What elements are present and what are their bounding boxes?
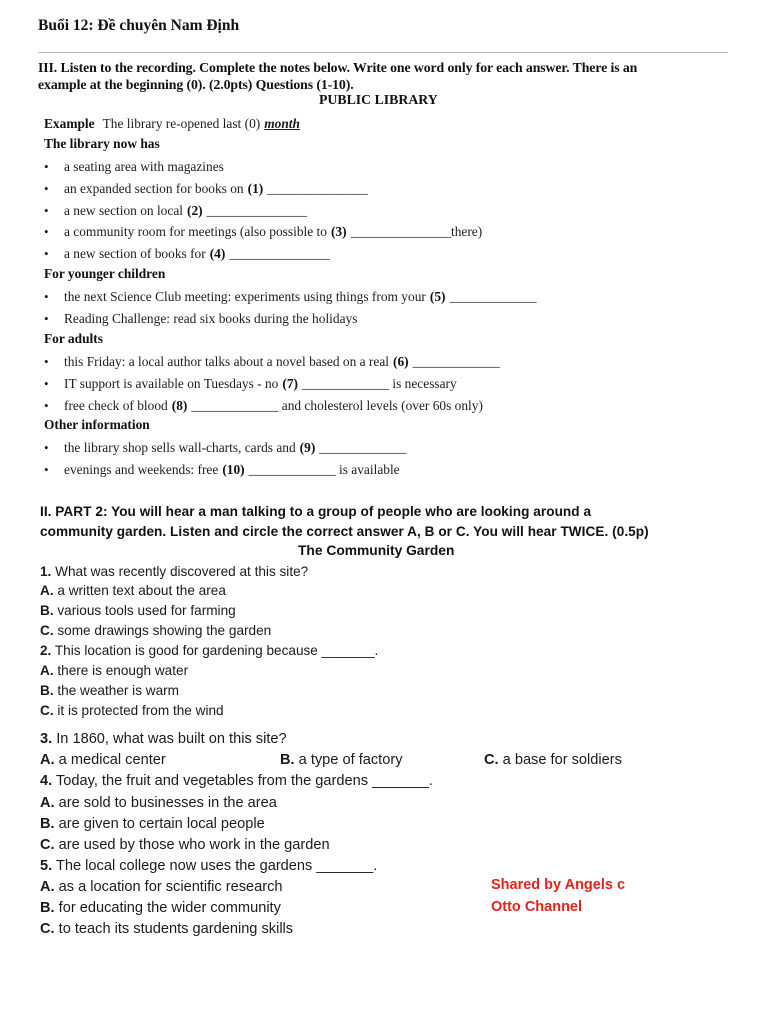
option-letter: A. (40, 663, 54, 678)
answer-blank: _____________ is available (248, 462, 400, 477)
question-5-option-a[interactable] (40, 879, 283, 895)
other-information-item (44, 439, 406, 457)
option-text: the weather is warm (57, 683, 180, 698)
question-5 (40, 858, 377, 874)
bullet-icon: • (44, 181, 49, 196)
question-number: 1. (40, 564, 52, 579)
option-text: some drawings showing the garden (57, 623, 272, 638)
section-head-younger-children: For younger children (44, 266, 166, 281)
library-now-item-text: a community room for meetings (also possible to (64, 224, 327, 239)
question-text: This location is good for gardening because _______. (54, 643, 379, 658)
answer-blank: _____________ and cholesterol levels (over 60s only) (191, 398, 483, 413)
adults-item-text: free check of blood (64, 398, 168, 413)
question-4 (40, 773, 433, 789)
option-letter: B. (40, 900, 55, 916)
option-text: as a location for scientific research (58, 879, 283, 895)
example-row (44, 115, 300, 133)
question-number: (5) (429, 289, 446, 304)
watermark-line2: Otto Channel (491, 899, 583, 915)
adults-item (44, 375, 457, 393)
question-1-option-c[interactable] (40, 623, 271, 638)
option-letter: C. (40, 921, 55, 937)
question-2-option-c[interactable] (40, 703, 224, 718)
example-text: The library re-opened last (0) (102, 116, 261, 131)
answer-blank: _______________ (229, 246, 330, 261)
section-head-adults: For adults (44, 331, 103, 346)
adults-item (44, 353, 500, 371)
bullet-icon: • (44, 289, 49, 304)
example-label: Example (44, 116, 95, 131)
younger-children-item-text: the next Science Club meeting: experiments using things from your (64, 289, 426, 304)
question-5-option-c[interactable] (40, 921, 293, 937)
option-text: various tools used for farming (57, 603, 236, 618)
question-1-option-a[interactable] (40, 583, 226, 598)
other-information-item-text: evenings and weekends: free (64, 462, 219, 477)
option-letter: C. (40, 837, 55, 853)
library-now-item-text: a new section of books for (64, 246, 206, 261)
option-text: there is enough water (57, 663, 189, 678)
younger-children-item-text: Reading Challenge: read six books during the holidays (64, 311, 358, 326)
bullet-icon: • (44, 440, 49, 455)
question-number: (8) (171, 398, 188, 413)
answer-blank: _______________ (267, 181, 368, 196)
part2-instruction-line2: community garden. Listen and circle the correct answer A, B or C. You will hear TWICE. (0.5p) (40, 524, 649, 539)
question-number: (4) (209, 246, 226, 261)
bullet-icon: • (44, 311, 49, 326)
question-3 (40, 731, 287, 747)
adults-item (44, 397, 483, 415)
bullet-icon: • (44, 354, 49, 369)
option-letter: A. (40, 879, 55, 895)
option-text: a written text about the area (57, 583, 226, 598)
question-2 (40, 643, 378, 658)
part3-heading: PUBLIC LIBRARY (319, 92, 438, 107)
library-now-item-text: an expanded section for books on (64, 181, 244, 196)
question-number: (2) (187, 203, 203, 218)
question-number: 5. (40, 858, 53, 874)
adults-item-text: this Friday: a local author talks about a novel based on a real (64, 354, 389, 369)
question-number: 3. (40, 731, 53, 747)
answer-blank: _____________ (319, 440, 407, 455)
option-letter: B. (280, 752, 295, 768)
question-5-option-b[interactable] (40, 900, 281, 916)
question-text: Today, the fruit and vegetables from the gardens _______. (55, 773, 433, 789)
question-3-option-b[interactable] (280, 752, 403, 768)
answer-blank: _____________ is necessary (302, 376, 457, 391)
option-letter: B. (40, 683, 54, 698)
question-text: In 1860, what was built on this site? (56, 731, 287, 747)
question-3-option-c[interactable] (484, 752, 622, 768)
question-number: (3) (330, 224, 347, 239)
question-number: 2. (40, 643, 52, 658)
option-text: for educating the wider community (58, 900, 281, 916)
answer-blank: _____________ (449, 289, 537, 304)
other-information-item (44, 461, 400, 479)
option-letter: B. (40, 816, 55, 832)
question-4-option-c[interactable] (40, 837, 330, 853)
bullet-icon: • (44, 224, 49, 239)
option-text: are used by those who work in the garden (58, 837, 330, 853)
bullet-icon: • (44, 246, 49, 261)
library-now-item (44, 245, 330, 263)
question-2-option-b[interactable] (40, 683, 179, 698)
page-title: Buổi 12: Đề chuyên Nam Định (38, 17, 240, 34)
question-number: 4. (40, 773, 53, 789)
option-letter: A. (40, 583, 54, 598)
bullet-icon: • (44, 376, 49, 391)
watermark-line1: Shared by Angels c (491, 877, 626, 893)
option-letter: B. (40, 603, 54, 618)
option-text: a medical center (58, 752, 166, 768)
question-4-option-a[interactable] (40, 795, 277, 811)
question-text: What was recently discovered at this site? (55, 564, 309, 579)
option-letter: A. (40, 752, 55, 768)
question-number: (6) (393, 354, 409, 369)
question-2-option-a[interactable] (40, 663, 188, 678)
library-now-item (44, 202, 307, 220)
question-number: (1) (247, 181, 264, 196)
bullet-icon: • (44, 159, 49, 174)
option-letter: C. (40, 703, 54, 718)
part3-instruction-line2: example at the beginning (0). (2.0pts) Questions (1-10). (38, 77, 354, 92)
question-3-option-a[interactable] (40, 752, 166, 768)
section-head-other-information: Other information (44, 417, 150, 432)
question-number: (7) (282, 376, 298, 391)
question-1-option-b[interactable] (40, 603, 236, 618)
option-text: to teach its students gardening skills (58, 921, 294, 937)
question-number: (10) (222, 462, 245, 477)
example-answer: month (264, 116, 300, 131)
younger-children-item (44, 310, 357, 328)
header-divider (38, 52, 728, 53)
library-now-item (44, 223, 482, 241)
option-letter: C. (484, 752, 499, 768)
option-letter: C. (40, 623, 54, 638)
bullet-icon: • (44, 398, 49, 413)
library-now-item-text: a seating area with magazines (64, 159, 224, 174)
answer-blank: _____________ (412, 354, 500, 369)
option-letter: A. (40, 795, 55, 811)
section-head-library-now: The library now has (44, 136, 160, 151)
answer-blank: _______________ (206, 203, 308, 218)
library-now-item (44, 180, 368, 198)
library-now-item-text: a new section on local (64, 203, 183, 218)
part2-heading: The Community Garden (298, 543, 455, 558)
question-number: (9) (299, 440, 316, 455)
question-1 (40, 564, 308, 579)
part2-instruction-line1: II. PART 2: You will hear a man talking to a group of people who are looking around a (40, 504, 592, 519)
option-text: are given to certain local people (58, 816, 265, 832)
bullet-icon: • (44, 203, 49, 218)
option-text: a base for soldiers (502, 752, 622, 768)
younger-children-item (44, 288, 537, 306)
other-information-item-text: the library shop sells wall-charts, cards and (64, 440, 296, 455)
question-text: The local college now uses the gardens _______. (55, 858, 378, 874)
option-text: a type of factory (298, 752, 403, 768)
option-text: are sold to businesses in the area (58, 795, 277, 811)
library-now-item (44, 158, 224, 176)
bullet-icon: • (44, 462, 49, 477)
part3-instruction-line1: III. Listen to the recording. Complete the notes below. Write one word only for each answer. There is an (38, 60, 638, 75)
option-text: it is protected from the wind (57, 703, 224, 718)
question-4-option-b[interactable] (40, 816, 265, 832)
adults-item-text: IT support is available on Tuesdays - no (64, 376, 279, 391)
answer-blank: _______________there) (350, 224, 483, 239)
